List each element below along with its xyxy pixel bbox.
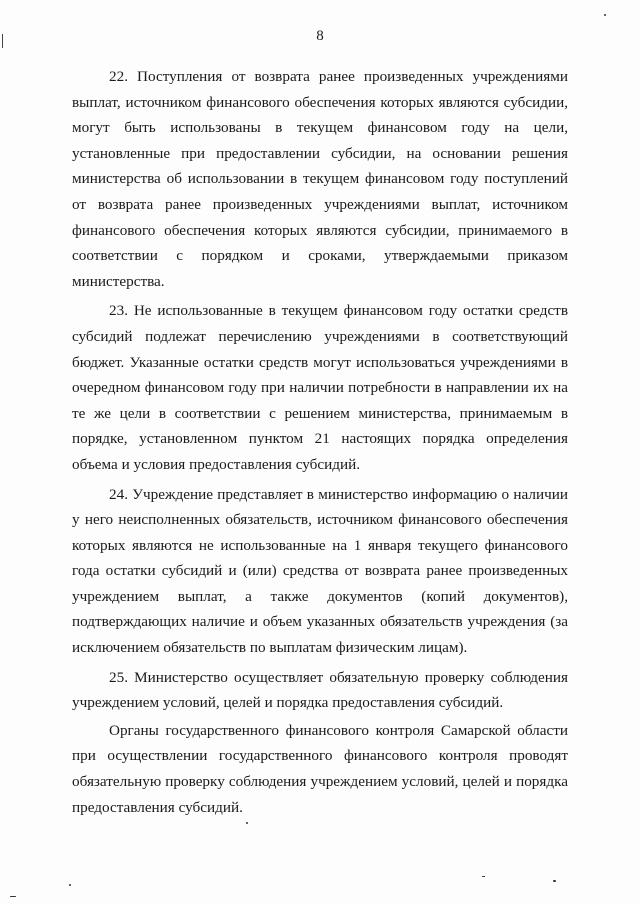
- page-number: 8: [316, 28, 324, 44]
- paragraph-22: 22. Поступления от возврата ранее произведенных учреждениями выплат, источником финансового обеспечения которых являются субсидии, могут быть использованы в текущем финансовом году на цели, установленные при предоставлении субсидии, на основании решения министерства об использовании в текущем финансовом году поступлений от возврата ранее произведенных учреждениями выплат, источником финансового обеспечения которых являются субсидии, принимаемого в соответствии с порядком и сроками, утверждаемыми приказом министерства.: [72, 68, 568, 290]
- document-body: [72, 64, 568, 822]
- scan-speck: [604, 14, 606, 16]
- scan-speck: [246, 822, 248, 824]
- paragraph-23: 23. Не использованные в текущем финансовом году остатки средств субсидий подлежат перечислению учреждениями в соответствующий бюджет. Указанные остатки средств могут использоваться учреждениями в очередном финансовом году при наличии потребности в направлении их на те же цели в соответствии с решением министерства, принимаемым в порядке, установленном пунктом 21 настоящих порядка определения объема и условия предоставления субсидий.: [72, 302, 568, 473]
- paragraph-25: 25. Министерство осуществляет обязательную проверку соблюдения учреждением условий, целей и порядка предоставления субсидий.: [72, 668, 568, 712]
- scan-speck: [10, 896, 16, 897]
- paragraph-control-bodies: Органы государственного финансового контроля Самарской области при осуществлении государственного финансового контроля проводят обязательную проверку соблюдения учреждением условий, целей и порядка предоставления субсидий.: [72, 721, 568, 816]
- scan-speck: [553, 880, 556, 882]
- paragraph-24: 24. Учреждение представляет в министерство информацию о наличии у него неисполненных обязательств, источником финансового обеспечения которых являются не использованные на 1 января текущего финансового года остатки субсидий и (или) средства от возврата ранее произведенных учреждением выплат, а также документов (копий документов), подтверждающих наличие и объем указанных обязательств учреждения (за исключением обязательств по выплатам физическим лицам).: [72, 485, 568, 657]
- scan-speck: [482, 876, 485, 877]
- scan-speck: [69, 884, 71, 886]
